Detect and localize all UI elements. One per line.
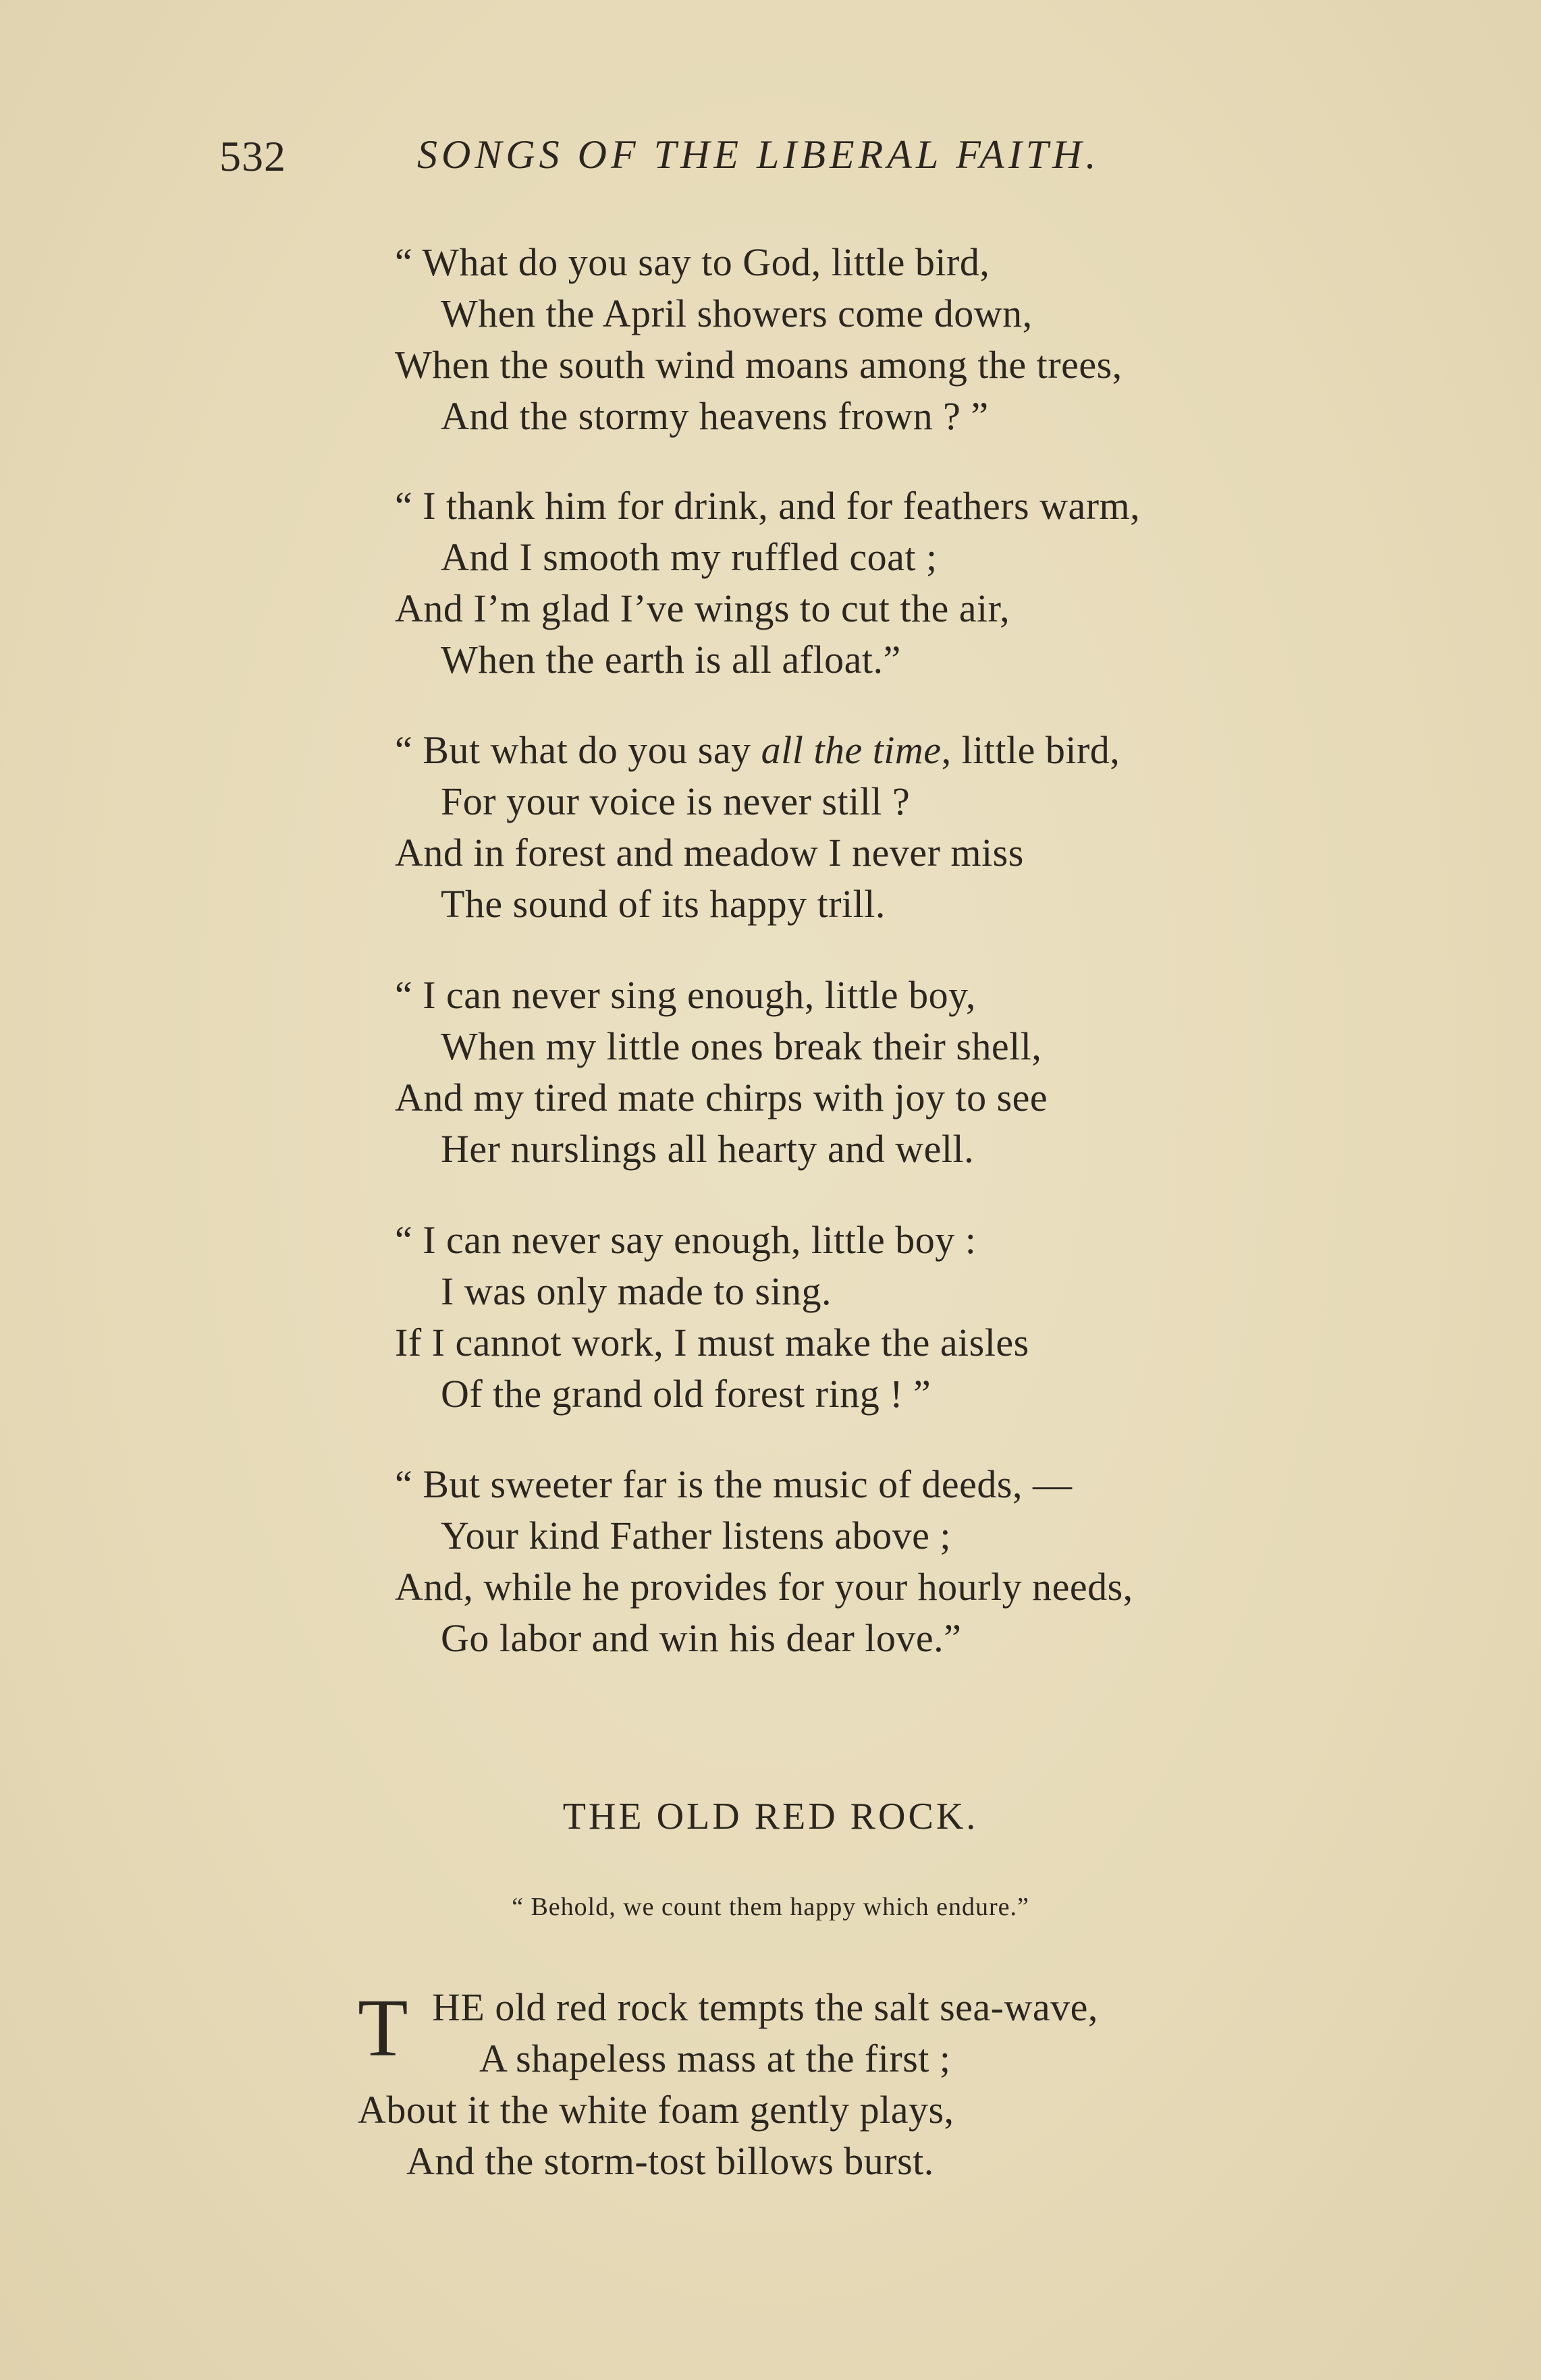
poem-line: About it the white foam gently plays, xyxy=(358,2088,954,2132)
stanza-5 xyxy=(395,1215,1407,1420)
poem-line: Her nurslings all hearty and well. xyxy=(441,1127,975,1171)
poem-line: And the storm-tost billows burst. xyxy=(406,2139,934,2183)
stanza-6 xyxy=(395,1459,1407,1664)
poem-line: Of the grand old forest ring ! ” xyxy=(441,1372,931,1416)
line-segment: , little bird, xyxy=(941,728,1120,772)
poem-line: And in forest and meadow I never miss xyxy=(395,831,1024,875)
poem-line: HE old red rock tempts the salt sea-wave, xyxy=(432,1985,1098,2029)
poem-line: When the south wind moans among the trees, xyxy=(395,343,1123,387)
poem-line: Your kind Father listens above ; xyxy=(441,1514,952,1557)
poem-line: “ I can never say enough, little boy : xyxy=(395,1218,977,1262)
poem-line: Go labor and win his dear love.” xyxy=(441,1616,962,1660)
poem-line: And I smooth my ruffled coat ; xyxy=(441,535,938,579)
poem-line: And, while he provides for your hourly needs, xyxy=(395,1565,1133,1609)
poem-line: “ What do you say to God, little bird, xyxy=(395,240,990,284)
emphasized-phrase: all the time xyxy=(761,728,942,772)
line-segment: “ But what do you say xyxy=(395,728,761,772)
poem-title: THE OLD RED ROCK. xyxy=(562,1796,979,1837)
poem-line xyxy=(395,725,1407,776)
poem-line: And the stormy heavens frown ? ” xyxy=(441,394,989,438)
poem-line: For your voice is never still ? xyxy=(441,779,911,823)
poem-the-old-red-rock xyxy=(358,1982,1438,2187)
poem-line: When my little ones break their shell, xyxy=(441,1024,1042,1068)
epigraph: “ Behold, we count them happy which endure.” xyxy=(512,1893,1029,1921)
stanza-1 xyxy=(395,237,1407,442)
poem-line: “ But sweeter far is the music of deeds, — xyxy=(395,1462,1073,1506)
stanza-3 xyxy=(395,725,1407,930)
poem-line: And I’m glad I’ve wings to cut the air, xyxy=(395,586,1010,630)
page-number: 532 xyxy=(219,132,286,180)
stanza-2 xyxy=(395,480,1407,686)
poem-line: “ I thank him for drink, and for feathers warm, xyxy=(395,484,1141,528)
poem-line: “ I can never sing enough, little boy, xyxy=(395,973,976,1017)
stanza-4 xyxy=(395,970,1407,1175)
poem-line: And my tired mate chirps with joy to see xyxy=(395,1076,1048,1119)
poem-line: The sound of its happy trill. xyxy=(441,882,886,926)
poem-line: I was only made to sing. xyxy=(441,1269,832,1313)
poem-line: When the April showers come down, xyxy=(441,292,1033,335)
drop-cap: T xyxy=(358,1983,408,2074)
running-title: SONGS OF THE LIBERAL FAITH. xyxy=(417,132,1100,177)
poem-line: A shapeless mass at the first ; xyxy=(479,2037,951,2080)
poem-line: If I cannot work, I must make the aisles xyxy=(395,1321,1029,1364)
poem-line: When the earth is all afloat.” xyxy=(441,638,901,682)
